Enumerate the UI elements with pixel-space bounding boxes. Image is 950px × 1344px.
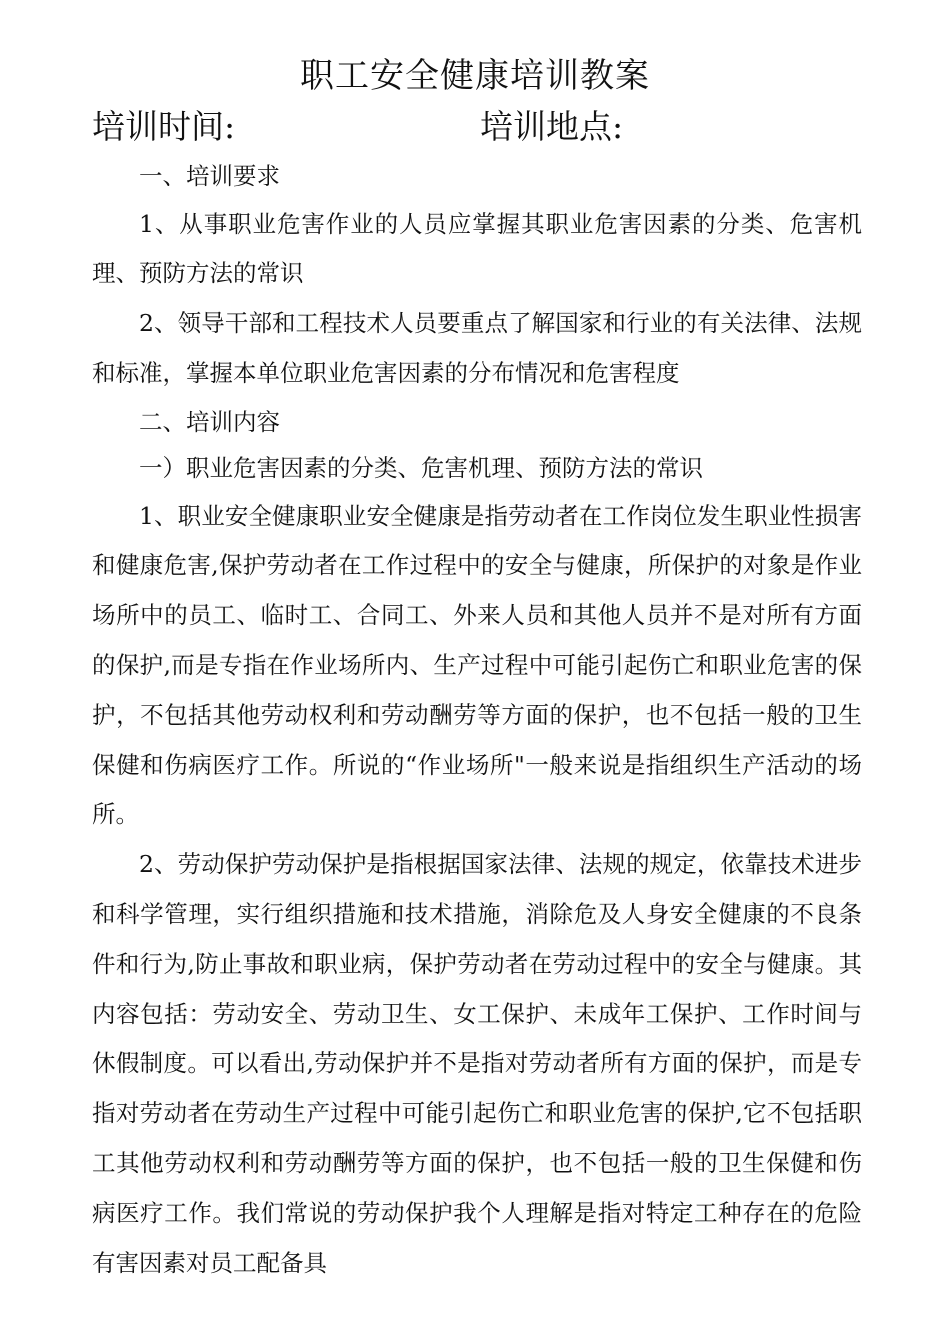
training-time-label: 培训时间: [92,107,236,146]
requirement-item-2: 2、领导干部和工程技术人员要重点了解国家和行业的有关法律、法规和标准，掌握本单位职业危害因素的分布情况和危害程度 [92,309,862,387]
training-place-label: 培训地点: [480,107,624,146]
section-heading-content: 二、培训内容 [139,407,280,436]
content-subheading-1: 一）职业危害因素的分类、危害机理、预防方法的常识 [139,454,703,483]
page-title: 职工安全健康培训教案 [300,56,650,96]
requirement-item-1: 1、从事职业危害作业的人员应掌握其职业危害因素的分类、危害机理、预防方法的常识 [92,209,862,288]
content-paragraph-2: 2、劳动保护劳动保护是指根据国家法律、法规的规定，依靠技术进步和科学管理，实行组织措施和技术措施，消除危及人身安全健康的不良条件和行为,防止事故和职业病，保护劳动者在劳动过程中的安全与健康。其内容包括：劳动安全、劳动卫生、女工保护、未成年工保护、工作时间与休假制度。可以看出,劳动保护并不是指对劳动者所有方面的保护，而是专指对劳动者在劳动生产过程中可能引起伤亡和职业危害的保护,它不包括职工其他劳动权利和劳动酬劳等方面的保护，也不包括一般的卫生保健和伤病医疗工作。我们常说的劳动保护我个人理解是指对特定工种存在的危险有害因素对员工配备具 [92,850,862,1277]
content-paragraph-1: 1、职业安全健康职业安全健康是指劳动者在工作岗位发生职业性损害和健康危害,保护劳动者在工作过程中的安全与健康，所保护的对象是作业场所中的员工、临时工、合同工、外来人员和其他人员并不是对所有方面的保护,而是专指在作业场所内、生产过程中可能引起伤亡和职业危害的保护，不包括其他劳动权利和劳动酬劳等方面的保护，也不包括一般的卫生保健和伤病医疗工作。所说的“作业场所"一般来说是指组织生产活动的场所。 [92,501,862,829]
section-heading-requirements: 一、培训要求 [139,162,280,190]
document-body [92,153,862,1288]
